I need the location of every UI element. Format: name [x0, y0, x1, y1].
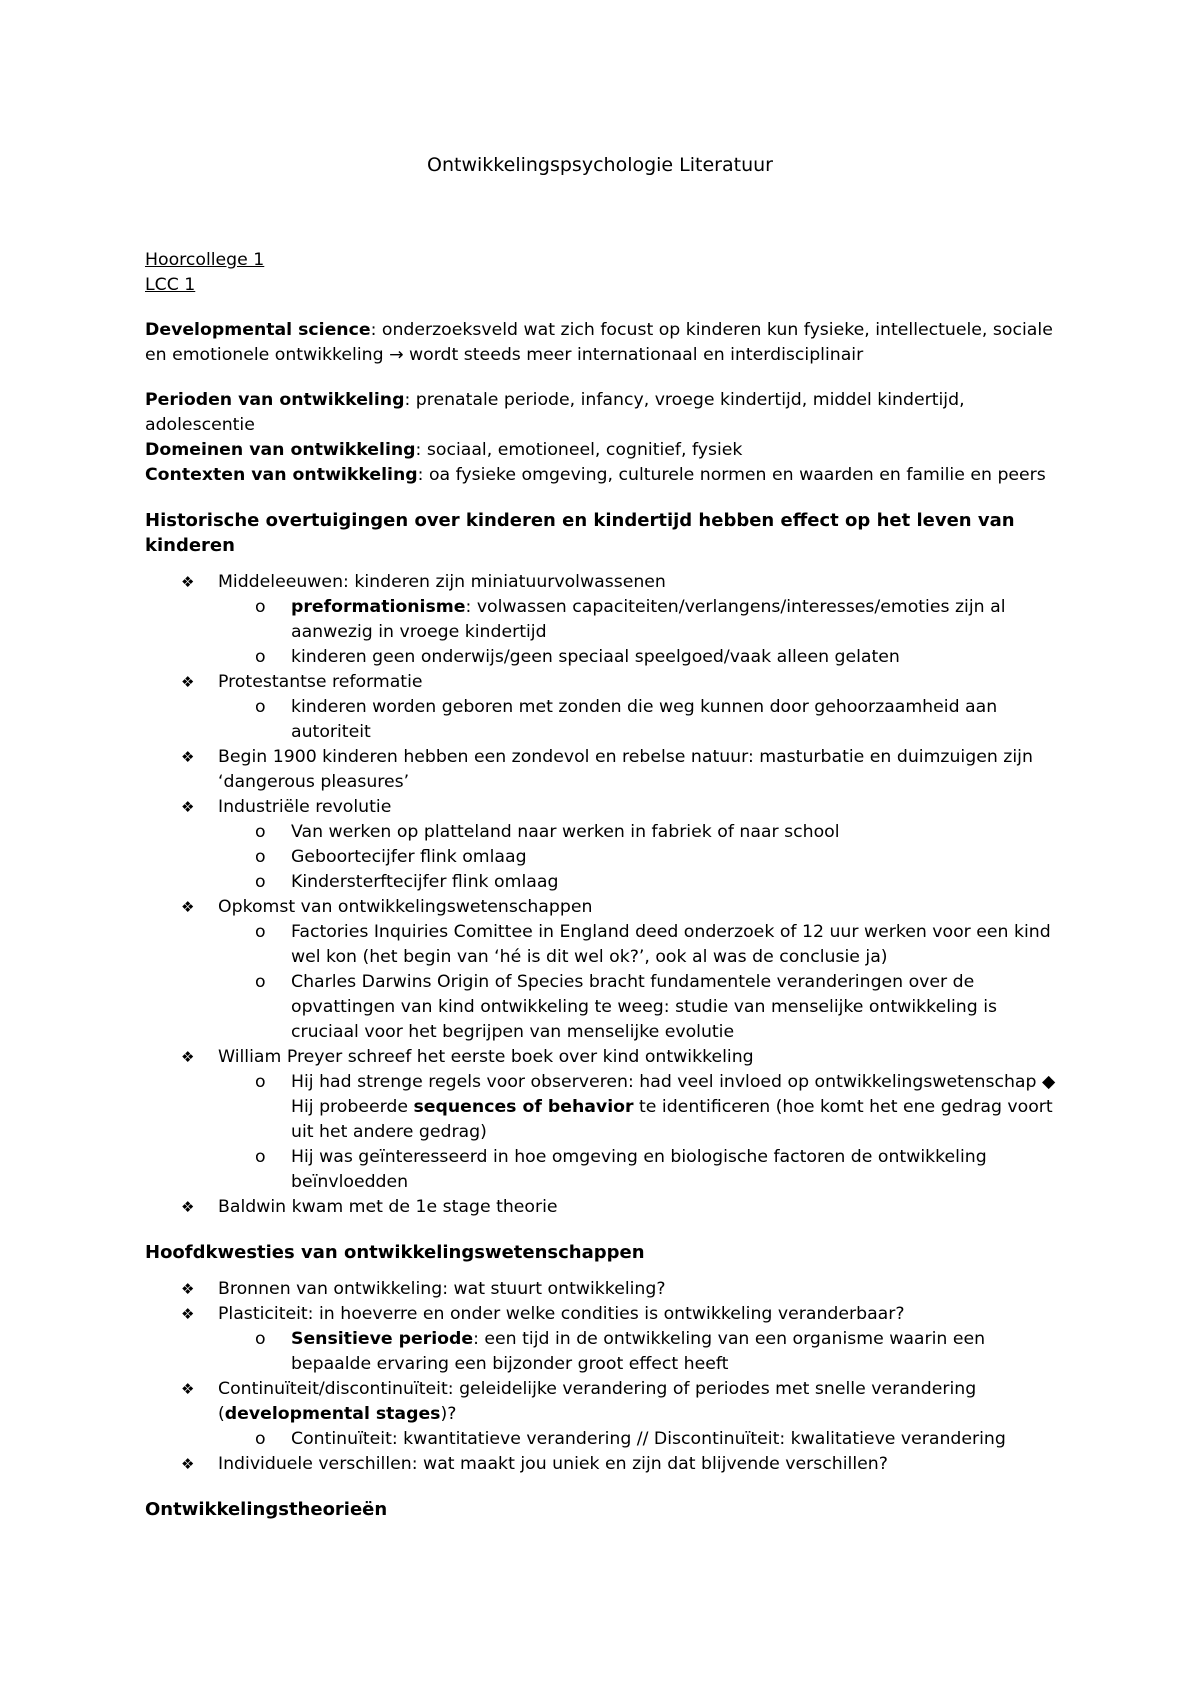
lcc-label: LCC 1 — [145, 275, 196, 295]
lecture-label: Hoorcollege 1 — [145, 250, 265, 270]
circle-bullet-icon: o — [255, 1329, 266, 1349]
circle-bullet-icon: o — [255, 847, 266, 867]
list-item: o Kindersterftecijfer flink omlaag — [145, 870, 1065, 895]
list-item: o kinderen worden geboren met zonden die weg kunnen door gehoorzaamheid aan autoriteit — [255, 697, 998, 742]
list-item: ❖ Begin 1900 kinderen hebben een zondevol en rebelse natuur: masturbatie en duimzuigen zijn ‘dangerous pleasures’ — [181, 747, 1033, 792]
diamond-bullet-icon: ❖ — [181, 1048, 195, 1066]
list-item: o Hij was geïnteresseerd in hoe omgeving en biologische factoren de ontwikkeling beïnvloedden — [255, 1147, 987, 1192]
definition-text: : prenatale periode, infancy, vroege kindertijd, middel kindertijd, adolescentie — [145, 390, 965, 435]
diamond-bullet-icon: ❖ — [181, 1380, 195, 1398]
diamond-bullet-icon: ❖ — [181, 898, 195, 916]
definition-text: : sociaal, emotioneel, cognitief, fysiek — [415, 440, 743, 460]
circle-bullet-icon: o — [255, 1147, 266, 1167]
list-item: o Charles Darwins Origin of Species bracht fundamentele veranderingen over de opvattingen van kind ontwikkeling te weeg: studie van menselijke ontwikkeling is cruciaal voor het begrijpen van menselijke evolutie — [255, 972, 998, 1042]
circle-bullet-icon: o — [255, 597, 266, 617]
list-item: o kinderen geen onderwijs/geen speciaal speelgoed/vaak alleen gelaten — [145, 645, 1065, 670]
circle-bullet-icon: o — [255, 972, 266, 992]
list-item: ❖ Bronnen van ontwikkeling: wat stuurt ontwikkeling? — [145, 1277, 1065, 1302]
section-heading-key-issues: Hoofdkwesties van ontwikkelingswetenschappen — [145, 1242, 645, 1263]
key-issues-list — [145, 1277, 1065, 1477]
document-body — [145, 248, 1065, 1522]
circle-bullet-icon: o — [255, 1072, 266, 1092]
intro-term: Developmental science — [145, 320, 371, 340]
list-item: o Geboortecijfer flink omlaag — [145, 845, 1065, 870]
list-item: o Sensitieve periode: een tijd in de ontwikkeling van een organisme waarin een bepaalde ervaring een bijzonder groot effect heeft — [255, 1329, 986, 1374]
definition-contexts — [145, 463, 1065, 488]
definition-term: Perioden van ontwikkeling — [145, 390, 405, 410]
section-heading-theories: Ontwikkelingstheorieën — [145, 1499, 388, 1520]
definition-term: Contexten van ontwikkeling — [145, 465, 418, 485]
intro-paragraph — [145, 318, 1065, 368]
list-item: o Factories Inquiries Comittee in England deed onderzoek of 12 uur werken voor een kind wel kon (het begin van ‘hé is dit wel ok?’, ook al was de conclusie ja) — [255, 922, 1051, 967]
list-item: o Continuïteit: kwantitatieve verandering // Discontinuïteit: kwalitatieve verandering — [145, 1427, 1065, 1452]
list-item: ❖ William Preyer schreef het eerste boek over kind ontwikkeling — [145, 1045, 1065, 1070]
list-item: ❖ Individuele verschillen: wat maakt jou uniek en zijn dat blijvende verschillen? — [145, 1452, 1065, 1477]
list-item: ❖ Protestantse reformatie — [145, 670, 1065, 695]
list-item: ❖ Baldwin kwam met de 1e stage theorie — [145, 1195, 1065, 1220]
list-item: ❖ Opkomst van ontwikkelingswetenschappen — [145, 895, 1065, 920]
diamond-bullet-icon: ❖ — [181, 798, 195, 816]
diamond-bullet-icon: ❖ — [181, 1305, 195, 1323]
circle-bullet-icon: o — [255, 822, 266, 842]
page-title: Ontwikkelingspsychologie Literatuur — [427, 154, 773, 176]
definition-periods — [145, 388, 1065, 438]
list-item: o Van werken op platteland naar werken in fabriek of naar school — [145, 820, 1065, 845]
circle-bullet-icon: o — [255, 922, 266, 942]
diamond-bullet-icon: ❖ — [181, 673, 195, 691]
diamond-bullet-icon: ❖ — [181, 573, 195, 591]
diamond-bullet-icon: ❖ — [181, 1198, 195, 1216]
diamond-bullet-icon: ❖ — [181, 748, 195, 766]
diamond-bullet-icon: ❖ — [181, 1280, 195, 1298]
list-item: ❖ Industriële revolutie — [145, 795, 1065, 820]
section-heading-history: Historische overtuigingen over kinderen en kindertijd hebben effect op het leven van kinderen — [145, 510, 1015, 556]
circle-bullet-icon: o — [255, 647, 266, 667]
list-item: o preformationisme: volwassen capaciteiten/verlangens/interesses/emoties zijn al aanwezig in vroege kindertijd — [255, 597, 1006, 642]
definition-text: : oa fysieke omgeving, culturele normen en waarden en familie en peers — [417, 465, 1046, 485]
list-item: ❖ Plasticiteit: in hoeverre en onder welke condities is ontwikkeling veranderbaar? — [145, 1302, 1065, 1327]
list-item: o Hij had strenge regels voor observeren: had veel invloed op ontwikkelingswetenschap ◆ Hij probeerde sequences of behavior te identificeren (hoe komt het ene gedrag voort uit het andere gedrag) — [255, 1072, 1056, 1142]
circle-bullet-icon: o — [255, 872, 266, 892]
circle-bullet-icon: o — [255, 697, 266, 717]
history-list — [145, 570, 1065, 1220]
definition-term: Domeinen van ontwikkeling — [145, 440, 416, 460]
definitions — [145, 388, 1065, 488]
list-item: ❖ Continuïteit/discontinuïteit: geleidelijke verandering of periodes met snelle verandering (developmental stages)? — [181, 1379, 977, 1424]
intro-text: : onderzoeksveld wat zich focust op kinderen kun fysieke, intellectuele, sociale en emotionele ontwikkeling → wordt steeds meer internationaal en interdisciplinair — [145, 320, 1053, 365]
list-item: ❖ Middeleeuwen: kinderen zijn miniatuurvolwassenen — [145, 570, 1065, 595]
diamond-bullet-icon: ❖ — [181, 1455, 195, 1473]
circle-bullet-icon: o — [255, 1429, 266, 1449]
definition-domains — [145, 438, 1065, 463]
